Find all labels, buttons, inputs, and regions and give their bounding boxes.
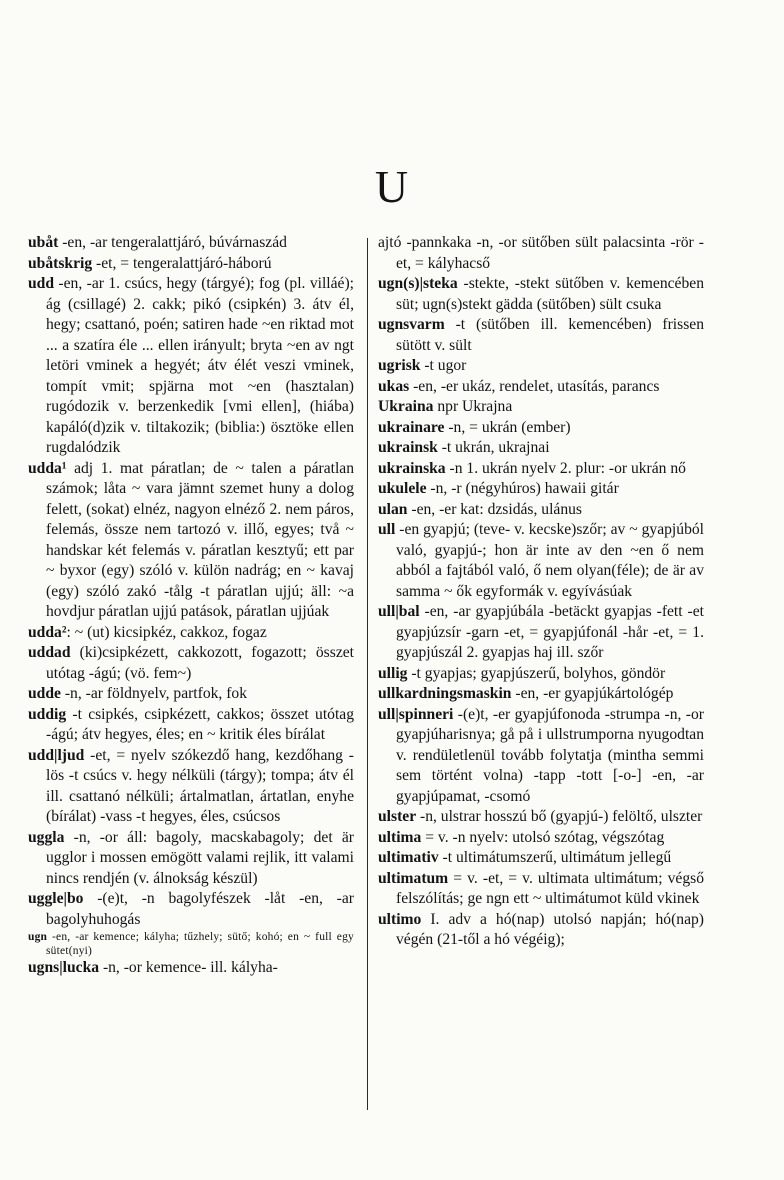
entry-definition: -en, -ar 1. csúcs, hegy (tárgyé); fog (pl. villáé); ág (csillagé) 2. cakk; pikó (csipkén) 3. átv él, hegy; csattanó, poén; satiren hade ~en riktad mot ... a szatíra éle ... ellen irányult; bryta ~en av ngt letöri vminek a hegyét; átv élét veszi vminek, tompít vmit; spjärna mot ~en (hasztalan) rugódozik v. berzenkedik [vmi ellen], (hiába) kapáló(d)zik v. tiltakozik; (biblia:) ösztöke ellen rugdalódzik [46, 275, 354, 456]
entry-definition: -(e)t, -n bagolyfészek -låt -en, -ar bagolyhuhogás [46, 890, 354, 928]
entry-definition: -en, -ar kemence; kályha; tűzhely; sütő; kohó; en ~ full egy sütet(nyi) [46, 931, 354, 957]
dictionary-entry [28, 705, 354, 746]
entry-headword: uddad [28, 644, 71, 661]
entry-definition: -n 1. ukrán nyelv 2. plur: -or ukrán nő [445, 459, 686, 477]
entry-headword: Ukraina [378, 398, 434, 415]
dictionary-entry [378, 233, 704, 274]
entry-headword: ull [378, 521, 396, 538]
entry-definition: -n, -r (négyhúros) hawaii gitár [426, 480, 619, 497]
dictionary-entry [28, 930, 354, 958]
dictionary-entry [28, 889, 354, 930]
entry-definition: -en, -er ukáz, rendelet, utasítás, parancs [409, 377, 660, 395]
entry-definition: : ~ (ut) kicsipkéz, cakkoz, fogaz [66, 623, 267, 641]
dictionary-entry [28, 643, 354, 684]
entry-definition: npr Ukrajna [433, 398, 513, 415]
dictionary-entry [378, 807, 704, 828]
entry-headword: ugn(s)|steka [378, 275, 458, 292]
entry-definition: -et, = nyelv szókezdő hang, kezdőhang -lös -t csúcs v. hegy nélküli (tárgy); tompa; átv él ill. csattanó nélküli; ártalmatlan, ártatlan, enyhe (bírálat) -vass -t hegyes, éles, csúcsos [46, 746, 354, 825]
entry-definition: -n, -or kemence- ill. kályha- [99, 959, 278, 976]
entry-headword: ullig [378, 664, 408, 682]
dictionary-entry [28, 746, 354, 828]
dictionary-entry [378, 520, 704, 602]
dictionary-entry [378, 828, 704, 849]
section-letter-heading: U [374, 161, 410, 212]
dictionary-entry [28, 233, 354, 254]
dictionary-entry [28, 459, 354, 623]
entry-definition: -n, = ukrán (ember) [444, 418, 571, 436]
entry-headword: ukrainare [378, 418, 445, 436]
entry-headword: ultimatum [378, 869, 449, 887]
entry-headword: ulster [378, 808, 417, 825]
entry-definition: -t (sütőben ill. kemencében) frissen sütött v. sült [396, 316, 704, 354]
dictionary-entry [378, 602, 704, 664]
entry-definition: = v. -et, = v. ultimata ultimátum; végső felszólítás; ge ngn ett ~ ultimátumot küld vkinek [396, 869, 704, 907]
dictionary-entry [28, 828, 354, 890]
entry-headword: udd|ljud [28, 746, 85, 764]
entry-headword: ulan [378, 500, 408, 518]
entry-headword: ukrainska [378, 459, 446, 477]
entry-headword: udd [28, 275, 55, 292]
entry-headword: uggla [28, 828, 65, 846]
entry-definition: -en gyapjú; (teve- v. kecske)szőr; av ~ gyapjúból való, gyapjú-; hon är inte av den ~en ő nem abból a fajtából való, ő nem olyan(féle); de är av samma ~ ők egyformák v. egyívásúak [395, 521, 704, 600]
dictionary-entry [378, 274, 704, 315]
entry-definition: -t csipkés, csipkézett, cakkos; összet utótag -ágú; átv hegyes, éles; en ~ kritik éles bírálat [46, 705, 354, 743]
entry-definition: -en, -ar tengeralattjáró, búvárnaszád [58, 234, 287, 251]
entry-definition: -t ukrán, ukrajnai [437, 439, 550, 456]
entry-headword: ukulele [378, 480, 427, 497]
entry-headword: ugns|lucka [28, 959, 100, 976]
dictionary-entry [378, 397, 704, 418]
entry-definition: -t ultimátumszerű, ultimátum jellegű [438, 849, 672, 866]
entry-headword: ukas [378, 377, 410, 395]
dictionary-entry [378, 705, 704, 808]
entry-headword: uddig [28, 705, 67, 723]
dictionary-entry [378, 315, 704, 356]
dictionary-entry [28, 684, 354, 705]
entry-definition: -en, -er kat: dzsidás, ulánus [407, 500, 582, 518]
entry-definition: -t gyapjas; gyapjúszerű, bolyhos, göndör [407, 664, 666, 682]
dictionary-entry [378, 500, 704, 521]
entry-headword: ultimo [378, 910, 422, 928]
dictionary-entry [378, 459, 704, 480]
entry-definition: = v. -n nyelv: utolsó szótag, végszótag [421, 828, 665, 846]
dictionary-entry [378, 684, 704, 705]
entry-definition: -n, -or áll: bagoly, macskabagoly; det är ugglor i mossen emögött valami rejlik, itt valami nincs rendjén (v. álnokság készül) [46, 828, 354, 887]
entry-headword: ugnsvarm [378, 316, 445, 333]
entry-headword: ultimativ [378, 849, 439, 866]
entry-headword: ull|bal [378, 603, 420, 620]
entry-headword: ull|spinneri [378, 705, 454, 723]
dictionary-entry [378, 848, 704, 869]
left-column [28, 233, 354, 979]
entry-headword: uggle|bo [28, 890, 84, 907]
dictionary-entry [378, 356, 704, 377]
dictionary-entry [378, 438, 704, 459]
entry-headword: ubåtskrig [28, 254, 93, 272]
entry-headword: udda¹ [28, 459, 67, 477]
entry-definition: I. adv a hó(nap) utolsó napján; hó(nap) végén (21-től a hó végéig); [396, 910, 704, 948]
entry-definition: (ki)csipkézett, cakkozott, fogazott; összet utótag -ágú; (vö. fem~) [46, 644, 354, 682]
dictionary-entry [378, 418, 704, 439]
entry-headword: ukrainsk [378, 439, 438, 456]
entry-definition: -n, ulstrar hosszú bő (gyapjú-) felöltő, ulszter [416, 808, 703, 825]
entry-definition: -en, -ar gyapjúbála -betäckt gyapjas -fett -et gyapjúzsír -garn -et, = gyapjúfonál -hår -et, = 1. gyapjúszál 2. gyapjas haj ill. szőr [396, 603, 704, 661]
dictionary-entry [28, 623, 354, 644]
entry-definition: -t ugor [420, 357, 467, 374]
dictionary-entry [378, 869, 704, 910]
entry-definition: -n, -ar földnyelv, partfok, fok [60, 685, 248, 702]
entry-headword: ugn [28, 931, 48, 943]
right-column [378, 233, 704, 951]
entry-definition: -(e)t, -er gyapjúfonoda -strumpa -n, -or gyapjúharisnya; gå på i ullstrumporna nyugodtan v. rendületlenül tovább folytatja (mintha semmi sem történt volna) -tapp -tott [-o-] -en, -ar gyapjúpamat, -csomó [396, 705, 704, 805]
dictionary-entry [378, 377, 704, 398]
dictionary-entry [378, 664, 704, 685]
entry-definition: adj 1. mat páratlan; de ~ talen a páratlan számok; låta ~ vara jämnt szemet huny a dolog felett, (sokat) elnéz, nagyon elnéző 2. nem páros, felemás, össze nem tartozó v. illő, egyes; två ~ handskar két felemás v. páratlan kesztyű; ett par ~ byxor (egy) szóló v. külön nadrág; en ~ kavaj (egy) szóló zakó -tålg -t páratlan ujjú; äll: ~a hovdjur páratlan ujjú patások, páratlan ujjúak [46, 459, 354, 620]
dictionary-entry [28, 254, 354, 275]
dictionary-entry [28, 958, 354, 979]
column-divider [367, 238, 368, 1110]
entry-definition: -en, -er gyapjúkártológép [511, 685, 674, 702]
entry-definition: ajtó -pannkaka -n, -or sütőben sült palacsinta -rör -et, = kályhacső [378, 234, 704, 272]
entry-headword: ultima [378, 828, 422, 846]
entry-headword: ubåt [28, 234, 59, 251]
entry-headword: ullkardningsmaskin [378, 685, 512, 702]
entry-definition: -stekte, -stekt sütőben v. kemencében süt; ugn(s)stekt gädda (sütőben) sült csuka [396, 275, 704, 313]
entry-definition: -et, = tengeralattjáró-háború [92, 254, 272, 272]
entry-headword: udde [28, 685, 61, 702]
dictionary-entry [28, 274, 354, 459]
dictionary-entry [378, 910, 704, 951]
dictionary-entry [378, 479, 704, 500]
entry-headword: ugrisk [378, 357, 421, 374]
entry-headword: udda² [28, 623, 67, 641]
